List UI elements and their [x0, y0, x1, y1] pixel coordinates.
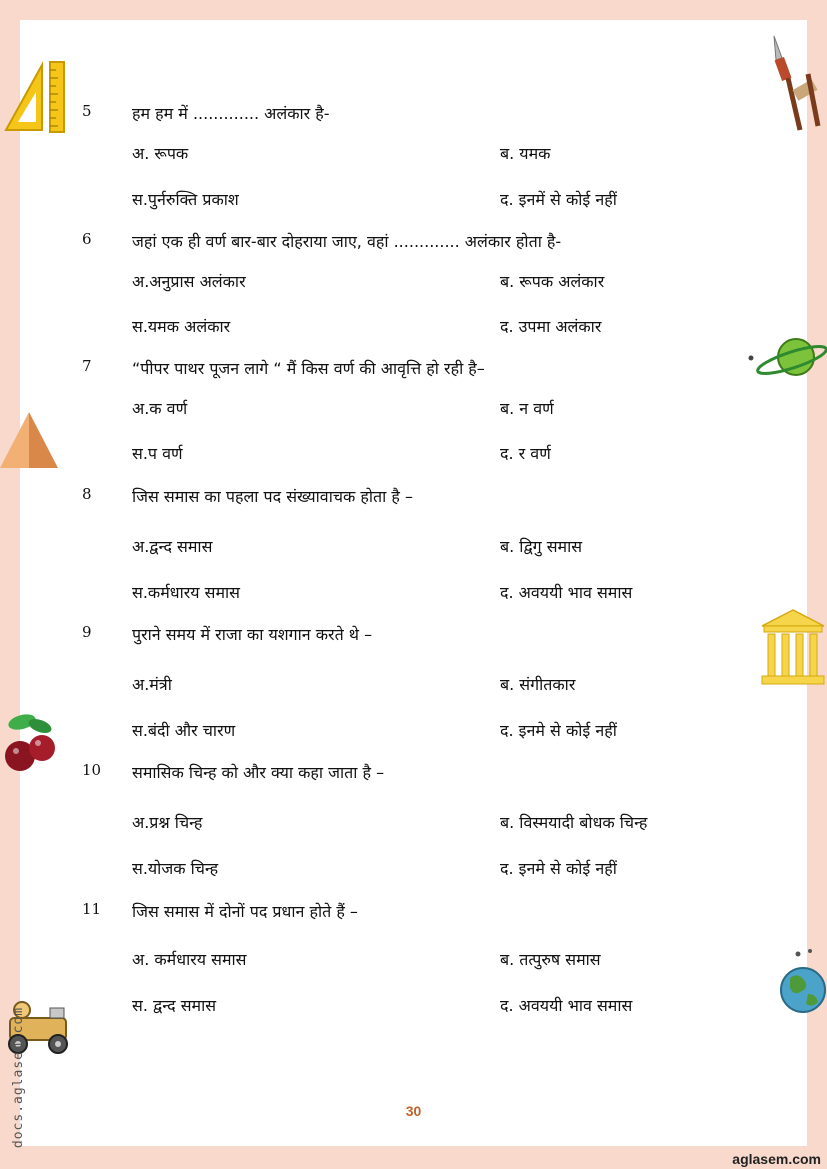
watermark-text: docs.aglasem.com — [11, 1006, 27, 1149]
question-number: 8 — [82, 485, 92, 503]
question-number: 11 — [82, 900, 102, 918]
option-b: ब. संगीतकार — [500, 675, 576, 694]
option-d: द. अवययी भाव समास — [500, 583, 633, 602]
worksheet-page — [20, 20, 807, 1146]
question-number: 9 — [82, 623, 92, 641]
planet-icon — [748, 332, 827, 382]
option-b: ब. न वर्ण — [500, 399, 554, 418]
pyramid-icon — [0, 410, 58, 470]
option-a: अ.मंत्री — [132, 675, 172, 694]
option-a: अ. कर्मधारय समास — [132, 950, 247, 969]
option-c: स.यमक अलंकार — [132, 317, 231, 336]
question-number: 10 — [82, 761, 102, 779]
option-a: अ.द्वन्द समास — [132, 537, 213, 556]
question-text: पुराने समय में राजा का यशगान करते थे – — [132, 625, 373, 644]
option-b: ब. तत्पुरुष समास — [500, 950, 601, 969]
option-c: स. द्वन्द समास — [132, 996, 217, 1015]
question-number: 6 — [82, 230, 92, 248]
question-text: जिस समास में दोनों पद प्रधान होते हैं – — [132, 902, 358, 921]
option-d: द. उपमा अलंकार — [500, 317, 602, 336]
option-a: अ.अनुप्रास अलंकार — [132, 272, 246, 291]
option-d: द. इनमे से कोई नहीं — [500, 859, 617, 878]
option-c: स.पुर्नरुक्ति प्रकाश — [132, 190, 239, 209]
option-b: ब. विस्मयादी बोधक चिन्ह — [500, 813, 648, 832]
temple-icon — [760, 608, 827, 686]
option-d: द. र वर्ण — [500, 444, 551, 463]
berries-icon — [2, 706, 58, 778]
option-a: अ.क वर्ण — [132, 399, 188, 418]
option-b: ब. द्विगु समास — [500, 537, 583, 556]
option-c: स.प वर्ण — [132, 444, 183, 463]
ruler-triangle-icon — [2, 60, 70, 135]
option-c: स.योजक चिन्ह — [132, 859, 219, 878]
option-b: ब. यमक — [500, 144, 551, 163]
option-d: द. अवययी भाव समास — [500, 996, 633, 1015]
question-text: हम हम में ............. अलंकार है- — [132, 104, 330, 123]
option-d: द. इनमे से कोई नहीं — [500, 721, 617, 740]
question-text: जहां एक ही वर्ण बार-बार दोहराया जाए, वहां ............. अलंकार होता है- — [132, 232, 562, 251]
option-c: स.बंदी और चारण — [132, 721, 236, 740]
site-link[interactable]: aglasem.com — [732, 1151, 821, 1167]
globe-icon — [776, 948, 827, 1018]
paintbrush-icon — [766, 34, 826, 134]
question-number: 7 — [82, 357, 92, 375]
question-number: 5 — [82, 102, 92, 120]
question-text: समासिक चिन्ह को और क्या कहा जाता है – — [132, 763, 385, 782]
page-number: 30 — [405, 1103, 422, 1119]
option-a: अ. रूपक — [132, 144, 189, 163]
question-text: “पीपर पाथर पूजन लागे “ मैं किस वर्ण की आवृत्ति हो रही है– — [132, 359, 485, 378]
option-c: स.कर्मधारय समास — [132, 583, 240, 602]
option-d: द. इनमें से कोई नहीं — [500, 190, 617, 209]
option-a: अ.प्रश्न चिन्ह — [132, 813, 203, 832]
question-text: जिस समास का पहला पद संख्यावाचक होता है – — [132, 487, 413, 506]
option-b: ब. रूपक अलंकार — [500, 272, 605, 291]
